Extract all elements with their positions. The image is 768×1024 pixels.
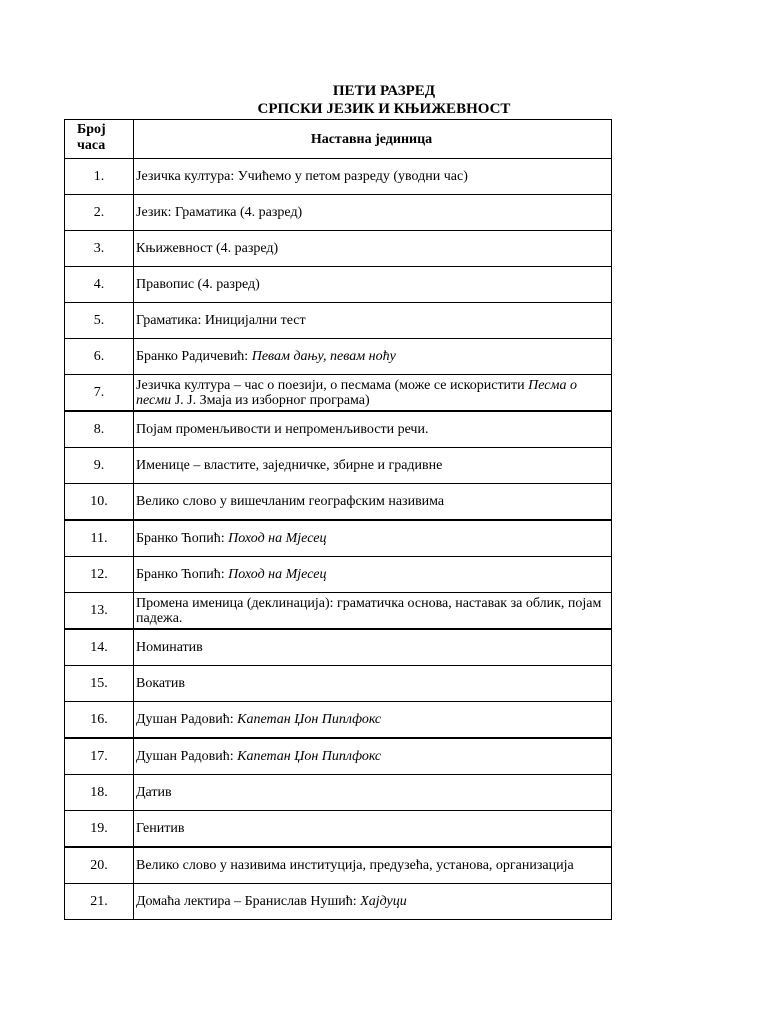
lesson-number: 9. <box>65 448 134 484</box>
lesson-unit <box>134 267 612 303</box>
lesson-number: 20. <box>65 847 134 884</box>
lesson-unit <box>134 775 612 811</box>
table-row <box>65 775 612 811</box>
lesson-text: Правопис (4. разред) <box>136 276 260 292</box>
lesson-number: 19. <box>65 811 134 848</box>
lesson-unit <box>134 884 612 920</box>
lesson-unit <box>134 484 612 521</box>
lesson-number: 21. <box>65 884 134 920</box>
table-row <box>65 303 612 339</box>
table-header-row <box>65 120 612 159</box>
lesson-unit <box>134 847 612 884</box>
lesson-number: 4. <box>65 267 134 303</box>
col-header-number <box>65 120 134 159</box>
table-row <box>65 557 612 593</box>
lesson-number: 15. <box>65 666 134 702</box>
lesson-number: 18. <box>65 775 134 811</box>
grade-title: ПЕТИ РАЗРЕД <box>332 83 436 99</box>
lesson-text: Номинатив <box>136 639 203 655</box>
lesson-number: 17. <box>65 738 134 775</box>
table-row <box>65 195 612 231</box>
lesson-unit <box>134 593 612 630</box>
lesson-text: Бранко Радичевић: <box>136 348 252 364</box>
table-row <box>65 267 612 303</box>
lesson-text: Душан Радовић: <box>136 711 238 727</box>
lesson-number: 16. <box>65 702 134 739</box>
lesson-work-title: Певам дању, певам ноћу <box>251 348 396 364</box>
lesson-unit <box>134 303 612 339</box>
table-row <box>65 847 612 884</box>
lesson-text: Појам променљивости и непроменљивости речи. <box>136 421 429 437</box>
subject-title: СРПСКИ ЈЕЗИК И КЊИЖЕВНОСТ <box>257 101 511 117</box>
table-row <box>65 159 612 195</box>
lesson-number: 2. <box>65 195 134 231</box>
lesson-text: Језичка култура – час о поезији, о песмама (може се искористити <box>136 377 529 393</box>
lesson-work-title: Капетан Џон Пиплфокс <box>237 711 382 727</box>
lesson-text: Именице – властите, заједничке, збирне и градивне <box>136 457 443 473</box>
table-row <box>65 484 612 521</box>
lesson-unit <box>134 195 612 231</box>
col-header-number-line2: часа <box>77 138 106 153</box>
lesson-number: 11. <box>65 520 134 557</box>
lesson-text-after: Ј. Ј. Змаја из изборног програма) <box>171 392 370 408</box>
lesson-work-title: Поход на Мјесец <box>228 566 327 582</box>
table-row <box>65 231 612 267</box>
lesson-unit <box>134 702 612 739</box>
lesson-unit <box>134 520 612 557</box>
table-row <box>65 520 612 557</box>
lesson-text: Бранко Ћопић: <box>136 566 229 582</box>
lesson-unit <box>134 629 612 666</box>
table-row <box>65 339 612 375</box>
lesson-unit <box>134 738 612 775</box>
lesson-text: Језичка култура: Учићемо у петом разреду (уводни час) <box>136 168 468 184</box>
table-row <box>65 593 612 630</box>
lesson-number: 12. <box>65 557 134 593</box>
lesson-unit <box>134 666 612 702</box>
lesson-number: 13. <box>65 593 134 630</box>
lesson-number: 10. <box>65 484 134 521</box>
lesson-text: Вокатив <box>136 675 185 691</box>
lesson-text: Граматика: Иницијални тест <box>136 312 306 328</box>
lesson-unit <box>134 339 612 375</box>
lesson-text: Бранко Ћопић: <box>136 530 229 546</box>
lesson-text: Датив <box>136 784 172 800</box>
lesson-text: Промена именица (деклинација): граматичка основа, наставак за облик, појам падежа. <box>136 595 602 626</box>
lesson-text: Генитив <box>136 820 185 836</box>
lesson-number: 14. <box>65 629 134 666</box>
col-header-number-line1: Број <box>77 122 106 137</box>
lesson-text: Душан Радовић: <box>136 748 238 764</box>
table-row <box>65 411 612 448</box>
lesson-unit <box>134 811 612 848</box>
lesson-number: 8. <box>65 411 134 448</box>
lesson-unit <box>134 557 612 593</box>
lesson-text: Велико слово у вишечланим географским називима <box>136 493 445 509</box>
table-row <box>65 884 612 920</box>
lesson-unit <box>134 448 612 484</box>
lesson-table <box>64 119 612 920</box>
lesson-unit <box>134 411 612 448</box>
col-header-unit: Наставна јединица <box>134 120 612 159</box>
lesson-text: Књижевност (4. разред) <box>136 240 279 256</box>
lesson-unit <box>134 159 612 195</box>
table-row <box>65 629 612 666</box>
lesson-text: Домаћа лектира – Бранислав Нушић: <box>136 893 361 909</box>
table-row <box>65 702 612 739</box>
lesson-unit <box>134 231 612 267</box>
lesson-number: 1. <box>65 159 134 195</box>
lesson-unit <box>134 375 612 412</box>
lesson-number: 7. <box>65 375 134 412</box>
table-row <box>65 738 612 775</box>
lesson-number: 6. <box>65 339 134 375</box>
table-row <box>65 375 612 412</box>
table-row <box>65 811 612 848</box>
table-row <box>65 448 612 484</box>
lesson-number: 3. <box>65 231 134 267</box>
lesson-work-title: Капетан Џон Пиплфокс <box>237 748 382 764</box>
lesson-work-title: Хајдуци <box>360 893 407 909</box>
lesson-work-title: Песма о песми <box>136 377 577 408</box>
lesson-text: Језик: Граматика (4. разред) <box>136 204 303 220</box>
lesson-text: Велико слово у називима институција, предузећа, установа, организација <box>136 857 574 873</box>
lesson-number: 5. <box>65 303 134 339</box>
table-row <box>65 666 612 702</box>
lesson-work-title: Поход на Мјесец <box>228 530 327 546</box>
